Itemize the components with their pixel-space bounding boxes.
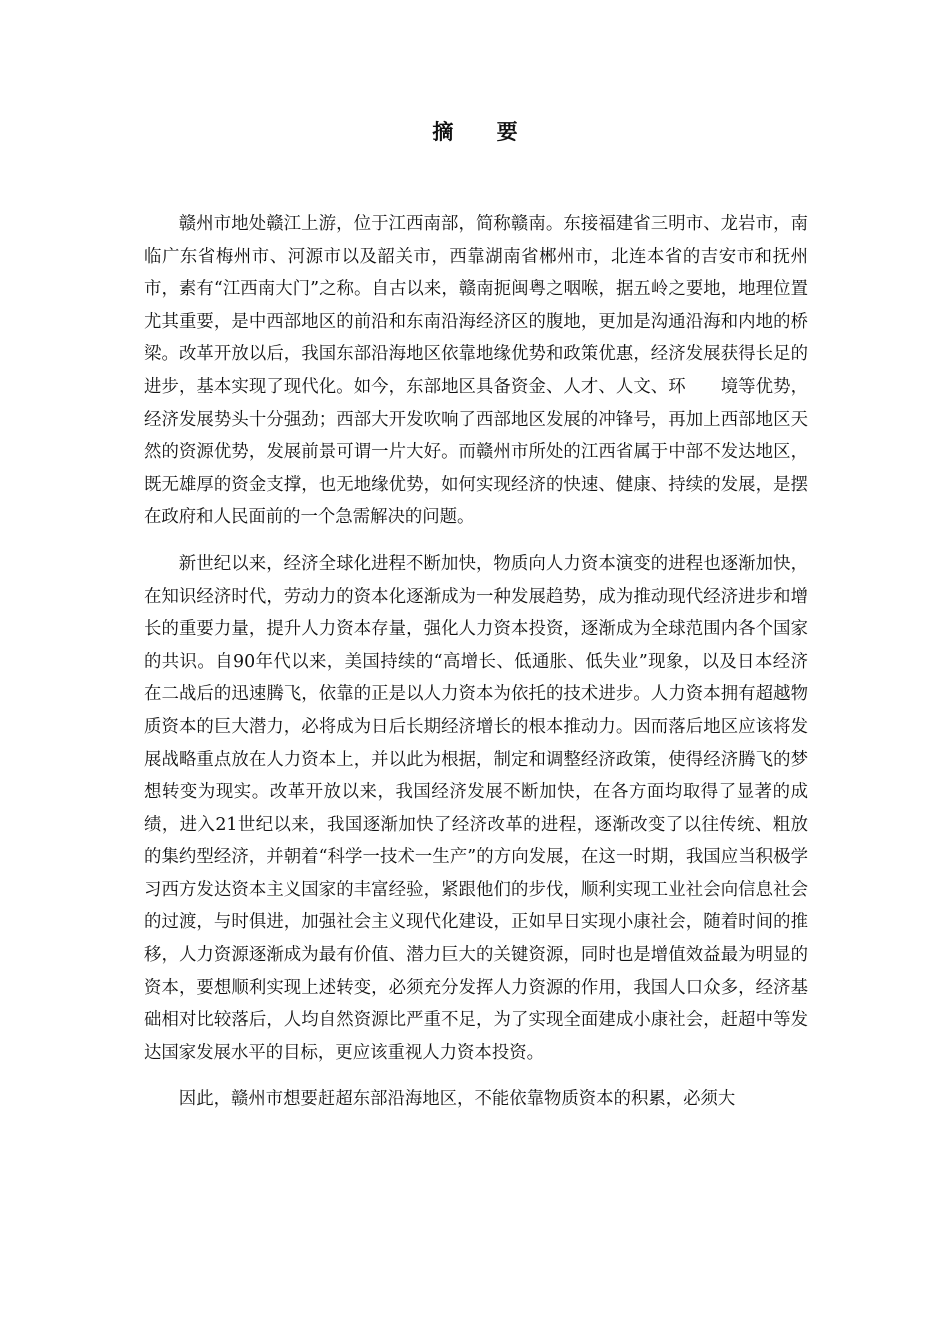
paragraph-2: 新世纪以来，经济全球化进程不断加快，物质向人力资本演变的进程也逐渐加快，在知识经济时代，劳动力的资本化逐渐成为一种发展趋势，成为推动现代经济进步和增长的重要力量，提升人力资本存量，强化人力资本投资，逐渐成为全球范围内各个国家的共识。自90年代以来，美国持续的“高增长、低通胀、低失业”现象，以及日本经济在二战后的迅速腾飞，依靠的正是以人力资本为依托的技术进步。人力资本拥有超越物质资本的巨大潜力，必将成为日后长期经济增长的根本推动力。因而落后地区应该将发展战略重点放在人力资本上，并以此为根据，制定和调整经济政策，使得经济腾飞的梦想转变为现实。改革开放以来，我国经济发展不断加快，在各方面均取得了显著的成绩，进入21世纪以来，我国逐渐加快了经济改革的进程，逐渐改变了以往传统、粗放的集约型经济，并朝着“科学一技术一生产”的方向发展，在这一时期，我国应当积极学习西方发达资本主义国家的丰富经验，紧跟他们的步伐，顺利实现工业社会向信息社会的过渡，与时俱进，加强社会主义现代化建设，正如早日实现小康社会，随着时间的推移，人力资源逐渐成为最有价值、潜力巨大的关键资源，同时也是增值效益最为明显的资本，要想顺利实现上述转变，必须充分发挥人力资源的作用，我国人口众多，经济基础相对比较落后，人均自然资源比严重不足，为了实现全面建成小康社会，赶超中等发达国家发展水平的目标，更应该重视人力资本投资。 [144,553,808,1063]
abstract-body [144,208,808,1116]
paragraph-1: 赣州市地处赣江上游，位于江西南部，简称赣南。东接福建省三明市、龙岩市，南临广东省梅州市、河源市以及韶关市，西靠湖南省郴州市，北连本省的吉安市和抚州市，素有“江西南大门”之称。自古以来，赣南扼闽粤之咽喉，据五岭之要地，地理位置尤其重要，是中西部地区的前沿和东南沿海经济区的腹地，更加是沟通沿海和内地的桥梁。改革开放以后，我国东部沿海地区依靠地缘优势和政策优惠，经济发展获得长足的进步，基本实现了现代化。如今，东部地区具备资金、人才、人文、环 境等优势，经济发展势头十分强劲；西部大开发吹响了西部地区发展的冲锋号，再加上西部地区天然的资源优势，发展前景可谓一片大好。而赣州市所处的江西省属于中部不发达地区，既无雄厚的资金支撑，也无地缘优势，如何实现经济的快速、健康、持续的发展，是摆在政府和人民面前的一个急需解决的问题。 [144,214,808,528]
paragraph-3: 因此，赣州市想要赶超东部沿海地区，不能依靠物质资本的积累，必须大 [178,1089,736,1110]
abstract-title: 摘 要 [432,119,536,144]
